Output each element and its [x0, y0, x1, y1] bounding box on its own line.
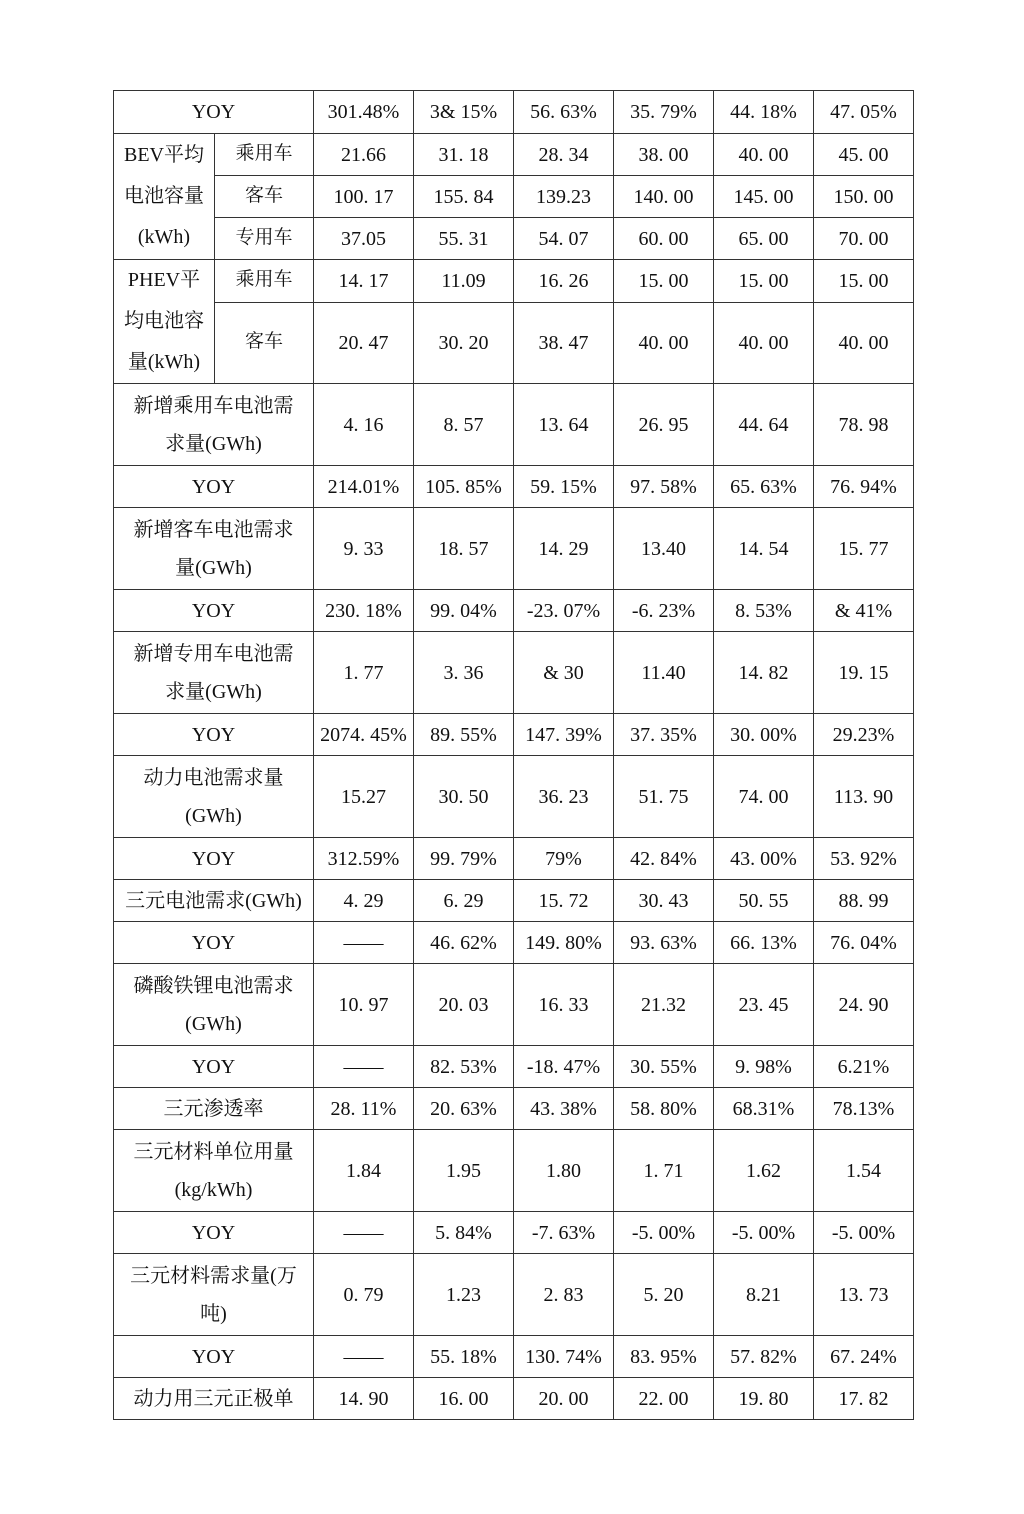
value-cell: 1. 77: [314, 632, 414, 714]
value-cell: 17. 82: [814, 1378, 914, 1420]
value-cell: 65. 63%: [714, 466, 814, 508]
row-label-line: 三元材料单位用量: [133, 1140, 294, 1163]
value-cell: -7. 63%: [514, 1212, 614, 1254]
value-cell: 99. 04%: [414, 590, 514, 632]
value-cell: 28. 34: [514, 134, 614, 176]
table-row: [114, 1336, 914, 1378]
table-row: [114, 1378, 914, 1420]
value-cell: 14. 82: [714, 632, 814, 714]
value-cell: ——: [314, 1336, 414, 1378]
value-cell: -18. 47%: [514, 1046, 614, 1088]
value-cell: -23. 07%: [514, 590, 614, 632]
value-cell: 16. 26: [514, 260, 614, 303]
value-cell: 150. 00: [814, 176, 914, 218]
row-label-line: 动力电池需求量: [143, 766, 284, 789]
value-cell: 15. 00: [714, 260, 814, 303]
row-label-line: 吨): [200, 1302, 227, 1325]
row-label-line: 三元材料需求量(万: [130, 1264, 297, 1287]
row-label-cell: [114, 1130, 314, 1212]
table-row: [114, 1130, 914, 1212]
value-cell: 8.21: [714, 1254, 814, 1336]
value-cell: 11.09: [414, 260, 514, 303]
table-row: [114, 466, 914, 508]
value-cell: 9. 98%: [714, 1046, 814, 1088]
value-cell: 9. 33: [314, 508, 414, 590]
row-label-line: (GWh): [185, 804, 242, 827]
value-cell: 21.66: [314, 134, 414, 176]
row-label-cell: YOY: [114, 1212, 314, 1254]
value-cell: -5. 00%: [814, 1212, 914, 1254]
value-cell: 30. 55%: [614, 1046, 714, 1088]
value-cell: 99. 79%: [414, 838, 514, 880]
row-label-line: 求量(GWh): [165, 432, 262, 455]
value-cell: 78.13%: [814, 1088, 914, 1130]
row-category-cell: 乘用车: [215, 260, 314, 303]
value-cell: 23. 45: [714, 964, 814, 1046]
value-cell: 31. 18: [414, 134, 514, 176]
row-label-line: 量(GWh): [175, 556, 252, 579]
table-row: [114, 1254, 914, 1336]
table-row: [114, 632, 914, 714]
row-label-cell: 动力用三元正极单: [114, 1378, 314, 1420]
value-cell: 15. 00: [614, 260, 714, 303]
value-cell: 19. 15: [814, 632, 914, 714]
group-label-line: PHEV平: [127, 269, 201, 291]
value-cell: 8. 53%: [714, 590, 814, 632]
value-cell: 6. 29: [414, 880, 514, 922]
value-cell: -5. 00%: [714, 1212, 814, 1254]
row-label-cell: YOY: [114, 714, 314, 756]
row-label-line: (GWh): [185, 1012, 242, 1035]
value-cell: 68.31%: [714, 1088, 814, 1130]
value-cell: 1.95: [414, 1130, 514, 1212]
value-cell: & 41%: [814, 590, 914, 632]
value-cell: 230. 18%: [314, 590, 414, 632]
table-row: [114, 838, 914, 880]
value-cell: 59. 15%: [514, 466, 614, 508]
row-label-line: 新增乘用车电池需: [133, 394, 294, 417]
row-category-cell: 乘用车: [215, 134, 314, 176]
value-cell: 44. 18%: [714, 91, 814, 134]
value-cell: 55. 31: [414, 218, 514, 260]
value-cell: 3. 36: [414, 632, 514, 714]
row-label-line: 新增客车电池需求: [133, 518, 294, 541]
row-category-cell: 客车: [215, 176, 314, 218]
value-cell: 93. 63%: [614, 922, 714, 964]
data-table: [113, 90, 914, 1420]
table-row: [114, 1046, 914, 1088]
value-cell: 58. 80%: [614, 1088, 714, 1130]
value-cell: 13. 64: [514, 384, 614, 466]
value-cell: 51. 75: [614, 756, 714, 838]
value-cell: 53. 92%: [814, 838, 914, 880]
table-row: [114, 384, 914, 466]
group-label-line: 电池容量: [124, 185, 204, 207]
value-cell: 40. 00: [814, 302, 914, 383]
value-cell: 50. 55: [714, 880, 814, 922]
value-cell: 19. 80: [714, 1378, 814, 1420]
value-cell: 2074. 45%: [314, 714, 414, 756]
value-cell: 10. 97: [314, 964, 414, 1046]
table-row: [114, 134, 914, 176]
group-label-line: 均电池容: [124, 310, 204, 332]
value-cell: 15.27: [314, 756, 414, 838]
row-label-line: 磷酸铁锂电池需求: [133, 974, 294, 997]
table-row: [114, 756, 914, 838]
table-row: [114, 590, 914, 632]
value-cell: 13.40: [614, 508, 714, 590]
value-cell: 14. 90: [314, 1378, 414, 1420]
value-cell: 30. 43: [614, 880, 714, 922]
value-cell: 43. 00%: [714, 838, 814, 880]
value-cell: 40. 00: [714, 134, 814, 176]
table-row: [114, 714, 914, 756]
value-cell: 76. 94%: [814, 466, 914, 508]
value-cell: 79%: [514, 838, 614, 880]
value-cell: 16. 00: [414, 1378, 514, 1420]
value-cell: 24. 90: [814, 964, 914, 1046]
group-label-line: 量(kWh): [127, 351, 201, 373]
row-label-cell: YOY: [114, 1046, 314, 1088]
table-row: [114, 260, 914, 303]
value-cell: 66. 13%: [714, 922, 814, 964]
row-label-cell: 三元电池需求(GWh): [114, 880, 314, 922]
value-cell: 82. 53%: [414, 1046, 514, 1088]
value-cell: 45. 00: [814, 134, 914, 176]
value-cell: 13. 73: [814, 1254, 914, 1336]
row-label-cell: [114, 964, 314, 1046]
value-cell: ——: [314, 1046, 414, 1088]
value-cell: 47. 05%: [814, 91, 914, 134]
value-cell: 145. 00: [714, 176, 814, 218]
table-row: [114, 1212, 914, 1254]
value-cell: 1.84: [314, 1130, 414, 1212]
value-cell: 65. 00: [714, 218, 814, 260]
value-cell: 20. 47: [314, 302, 414, 383]
value-cell: 21.32: [614, 964, 714, 1046]
value-cell: 70. 00: [814, 218, 914, 260]
value-cell: ——: [314, 1212, 414, 1254]
value-cell: 4. 29: [314, 880, 414, 922]
value-cell: 3& 15%: [414, 91, 514, 134]
value-cell: 8. 57: [414, 384, 514, 466]
row-category-cell: 专用车: [215, 218, 314, 260]
value-cell: 29.23%: [814, 714, 914, 756]
value-cell: 56. 63%: [514, 91, 614, 134]
row-label-line: (kg/kWh): [174, 1178, 253, 1201]
row-label-cell: YOY: [114, 1336, 314, 1378]
value-cell: 20. 63%: [414, 1088, 514, 1130]
value-cell: 14. 54: [714, 508, 814, 590]
value-cell: 1.54: [814, 1130, 914, 1212]
value-cell: 30. 20: [414, 302, 514, 383]
value-cell: 155. 84: [414, 176, 514, 218]
group-label-cell: [114, 260, 215, 384]
value-cell: 20. 03: [414, 964, 514, 1046]
value-cell: 40. 00: [614, 302, 714, 383]
value-cell: 36. 23: [514, 756, 614, 838]
value-cell: 43. 38%: [514, 1088, 614, 1130]
value-cell: 44. 64: [714, 384, 814, 466]
value-cell: 105. 85%: [414, 466, 514, 508]
group-label-line: BEV平均: [124, 144, 204, 166]
table-row: [114, 302, 914, 383]
value-cell: 89. 55%: [414, 714, 514, 756]
row-label-cell: YOY: [114, 590, 314, 632]
table-body: [114, 91, 914, 1420]
value-cell: 113. 90: [814, 756, 914, 838]
value-cell: 140. 00: [614, 176, 714, 218]
value-cell: 40. 00: [714, 302, 814, 383]
table-row: [114, 922, 914, 964]
row-category-cell: 客车: [215, 302, 314, 383]
value-cell: 15. 72: [514, 880, 614, 922]
value-cell: 0. 79: [314, 1254, 414, 1336]
value-cell: 67. 24%: [814, 1336, 914, 1378]
value-cell: 301.48%: [314, 91, 414, 134]
value-cell: 312.59%: [314, 838, 414, 880]
value-cell: 130. 74%: [514, 1336, 614, 1378]
value-cell: 76. 04%: [814, 922, 914, 964]
value-cell: 15. 77: [814, 508, 914, 590]
table-row: [114, 880, 914, 922]
value-cell: 83. 95%: [614, 1336, 714, 1378]
table-row: [114, 176, 914, 218]
value-cell: 20. 00: [514, 1378, 614, 1420]
value-cell: & 30: [514, 632, 614, 714]
row-label-cell: [114, 508, 314, 590]
value-cell: 88. 99: [814, 880, 914, 922]
value-cell: 1. 71: [614, 1130, 714, 1212]
table-row: [114, 964, 914, 1046]
value-cell: 74. 00: [714, 756, 814, 838]
value-cell: 16. 33: [514, 964, 614, 1046]
value-cell: 46. 62%: [414, 922, 514, 964]
table-row: [114, 508, 914, 590]
value-cell: 11.40: [614, 632, 714, 714]
value-cell: 28. 11%: [314, 1088, 414, 1130]
table-row: [114, 1088, 914, 1130]
value-cell: 30. 00%: [714, 714, 814, 756]
value-cell: 78. 98: [814, 384, 914, 466]
value-cell: 4. 16: [314, 384, 414, 466]
row-label-cell: YOY: [114, 922, 314, 964]
value-cell: 97. 58%: [614, 466, 714, 508]
value-cell: 14. 17: [314, 260, 414, 303]
value-cell: 55. 18%: [414, 1336, 514, 1378]
value-cell: 6.21%: [814, 1046, 914, 1088]
value-cell: -6. 23%: [614, 590, 714, 632]
value-cell: 1.62: [714, 1130, 814, 1212]
value-cell: 1.23: [414, 1254, 514, 1336]
row-label-cell: [114, 1254, 314, 1336]
value-cell: 1.80: [514, 1130, 614, 1212]
row-label-cell: YOY: [114, 466, 314, 508]
value-cell: 149. 80%: [514, 922, 614, 964]
value-cell: 139.23: [514, 176, 614, 218]
row-label-cell: YOY: [114, 838, 314, 880]
value-cell: 42. 84%: [614, 838, 714, 880]
value-cell: 37. 35%: [614, 714, 714, 756]
value-cell: 5. 84%: [414, 1212, 514, 1254]
value-cell: 57. 82%: [714, 1336, 814, 1378]
value-cell: 54. 07: [514, 218, 614, 260]
value-cell: 18. 57: [414, 508, 514, 590]
row-label-cell: YOY: [114, 91, 314, 134]
value-cell: 38. 47: [514, 302, 614, 383]
value-cell: -5. 00%: [614, 1212, 714, 1254]
row-label-line: 新增专用车电池需: [133, 642, 294, 665]
table-row: [114, 218, 914, 260]
row-label-line: 求量(GWh): [165, 680, 262, 703]
value-cell: 30. 50: [414, 756, 514, 838]
value-cell: 15. 00: [814, 260, 914, 303]
value-cell: 60. 00: [614, 218, 714, 260]
value-cell: 26. 95: [614, 384, 714, 466]
value-cell: ——: [314, 922, 414, 964]
value-cell: 14. 29: [514, 508, 614, 590]
row-label-cell: [114, 384, 314, 466]
value-cell: 147. 39%: [514, 714, 614, 756]
value-cell: 2. 83: [514, 1254, 614, 1336]
row-label-cell: 三元渗透率: [114, 1088, 314, 1130]
group-label-line: (kWh): [137, 226, 191, 248]
value-cell: 100. 17: [314, 176, 414, 218]
value-cell: 38. 00: [614, 134, 714, 176]
value-cell: 5. 20: [614, 1254, 714, 1336]
value-cell: 22. 00: [614, 1378, 714, 1420]
row-label-cell: [114, 632, 314, 714]
row-label-cell: [114, 756, 314, 838]
value-cell: 214.01%: [314, 466, 414, 508]
value-cell: 37.05: [314, 218, 414, 260]
table-row: [114, 91, 914, 134]
group-label-cell: [114, 134, 215, 260]
value-cell: 35. 79%: [614, 91, 714, 134]
